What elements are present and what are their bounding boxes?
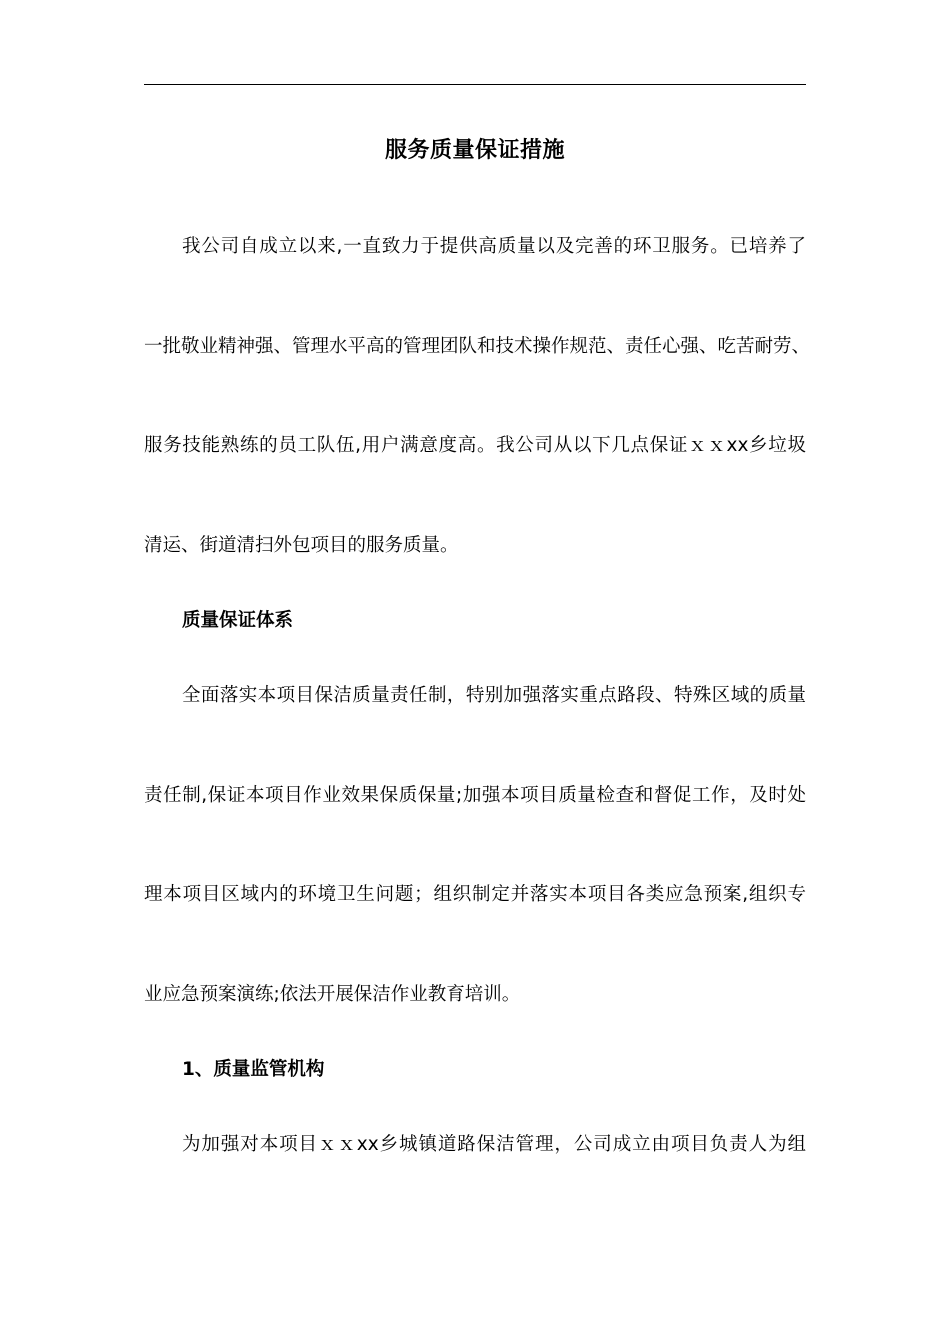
- header-rule: [144, 84, 806, 85]
- section1-line-1: 全面落实本项目保洁质量责任制，特别加强落实重点路段、特殊区域的质量: [182, 685, 806, 706]
- intro-line-4: 清运、街道清扫外包项目的服务质量。: [144, 535, 459, 556]
- section1-line-2: 责任制,保证本项目作业效果保质保量;加强本项目质量检查和督促工作，及时处: [144, 785, 806, 806]
- intro-line-2: 一批敬业精神强、管理水平高的管理团队和技术操作规范、责任心强、吃苦耐劳、: [144, 336, 811, 357]
- section2-line-1: 为加强对本项目ｘｘxx乡城镇道路保洁管理，公司成立由项目负责人为组: [182, 1134, 806, 1155]
- intro-line-3: 服务技能熟练的员工队伍,用户满意度高。我公司从以下几点保证ｘｘxx乡垃圾: [144, 435, 806, 456]
- section1-line-4: 业应急预案演练;依法开展保洁作业教育培训。: [144, 984, 521, 1005]
- section-heading-quality-system: 质量保证体系: [182, 610, 294, 631]
- section-heading-quality-supervision: 1、质量监管机构: [182, 1059, 325, 1080]
- intro-line-1: 我公司自成立以来,一直致力于提供高质量以及完善的环卫服务。已培养了: [182, 236, 806, 257]
- document-title: 服务质量保证措施: [384, 138, 565, 163]
- section1-line-3: 理本项目区域内的环境卫生问题；组织制定并落实本项目各类应急预案,组织专: [144, 884, 806, 905]
